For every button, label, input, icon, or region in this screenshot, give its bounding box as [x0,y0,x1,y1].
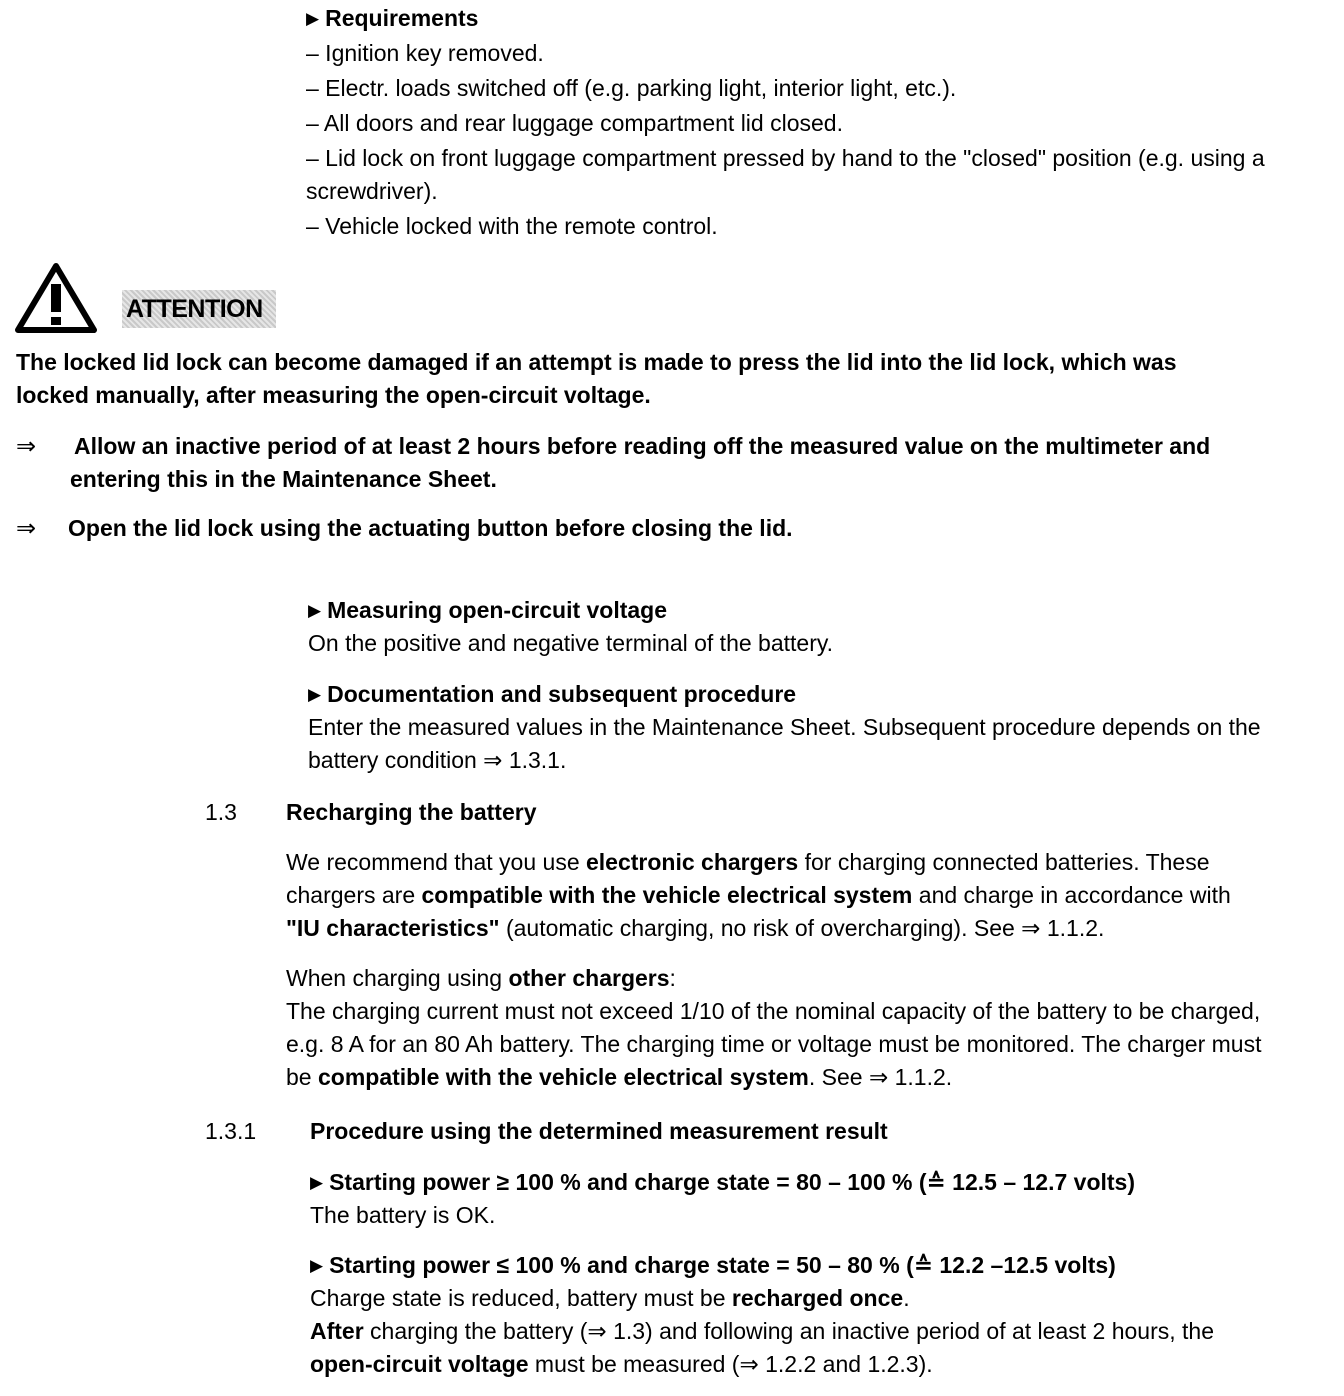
case-2-heading: ▶ Starting power ≤ 100 % and charge state = 50 – 80 % (≙ 12.2 –12.5 volts) [310,1249,1336,1282]
documentation-text: battery condition ⇒ 1.3.1. [308,747,567,773]
triangle-bullet-icon: ▶ [308,601,322,620]
arrow-icon: ⇒ [16,433,37,460]
section-title: Recharging the battery [286,799,537,825]
attention-label: ATTENTION [122,290,276,328]
section-1-3-paragraph-1: We recommend that you use electronic chargers for charging connected batteries. These chargers are compatible with the vehicle electrical system and charge in accordance with "IU characteristics" (automatic charging, no risk of overcharging). See ⇒ 1.1.2. [286,849,1231,941]
requirements-section [306,2,1336,243]
case-1 [310,1166,1336,1232]
requirement-item: – Lid lock on front luggage compartment pressed by hand to the "closed" position (e.g. using a [306,145,1265,171]
triangle-bullet-icon: ▶ [310,1173,324,1192]
arrow-icon: ⇒ [16,515,37,542]
requirement-item: – Vehicle locked with the remote control. [306,213,718,239]
requirement-item-continued: screwdriver). [306,178,438,204]
requirement-item: – All doors and rear luggage compartment lid closed. [306,110,843,136]
attention-action-1: Allow an inactive period of at least 2 hours before reading off the measured value on the multimeter and entering this in the Maintenance Sheet. [70,433,1211,492]
section-1-3-paragraph-2: When charging using other chargers: The charging current must not exceed 1/10 of the nominal capacity of the battery to be charged, e.g. 8 A for an 80 Ah battery. The charging time or voltage must be monitored. The charger must be compatible with the vehicle electrical system. See ⇒ 1.1.2. [286,965,1262,1090]
section-title: Procedure using the determined measurement result [310,1118,888,1144]
case-2: ▶ Starting power ≤ 100 % and charge state = 50 – 80 % (≙ 12.2 –12.5 volts) Charge state is reduced, battery must be recharged once. After charging the battery (⇒ 1.3) and following an inactive period of at least 2 hours, the open-circuit voltage must be measured (⇒ 1.2.2 and 1.2.3). [310,1249,1336,1381]
attention-action-2: Open the lid lock using the actuating button before closing the lid. [68,515,793,541]
measuring-text: On the positive and negative terminal of the battery. [308,630,834,656]
section-number: 1.3.1 [205,1118,257,1144]
triangle-bullet-icon: ▶ [306,9,320,28]
requirement-item: – Electr. loads switched off (e.g. parking light, interior light, etc.). [306,75,957,101]
requirement-item: – Ignition key removed. [306,40,544,66]
case-1-heading: ▶ Starting power ≥ 100 % and charge state = 80 – 100 % (≙ 12.5 – 12.7 volts) [310,1166,1336,1199]
requirements-heading: ▶ Requirements [306,2,1336,35]
measuring-heading: ▶ Measuring open-circuit voltage [308,594,1336,627]
triangle-bullet-icon: ▶ [308,685,322,704]
measuring-section [308,594,1336,660]
documentation-heading: ▶ Documentation and subsequent procedure [308,678,1336,711]
documentation-text: Enter the measured values in the Maintenance Sheet. Subsequent procedure depends on the [308,714,1261,740]
section-number: 1.3 [205,799,237,825]
triangle-bullet-icon: ▶ [310,1256,324,1275]
documentation-section [308,678,1336,777]
case-1-text: The battery is OK. [310,1202,496,1228]
warning-triangle-icon [14,262,98,334]
attention-text: The locked lid lock can become damaged if an attempt is made to press the lid into the lid lock, which was locked manually, after measuring the open-circuit voltage. [16,349,1177,408]
